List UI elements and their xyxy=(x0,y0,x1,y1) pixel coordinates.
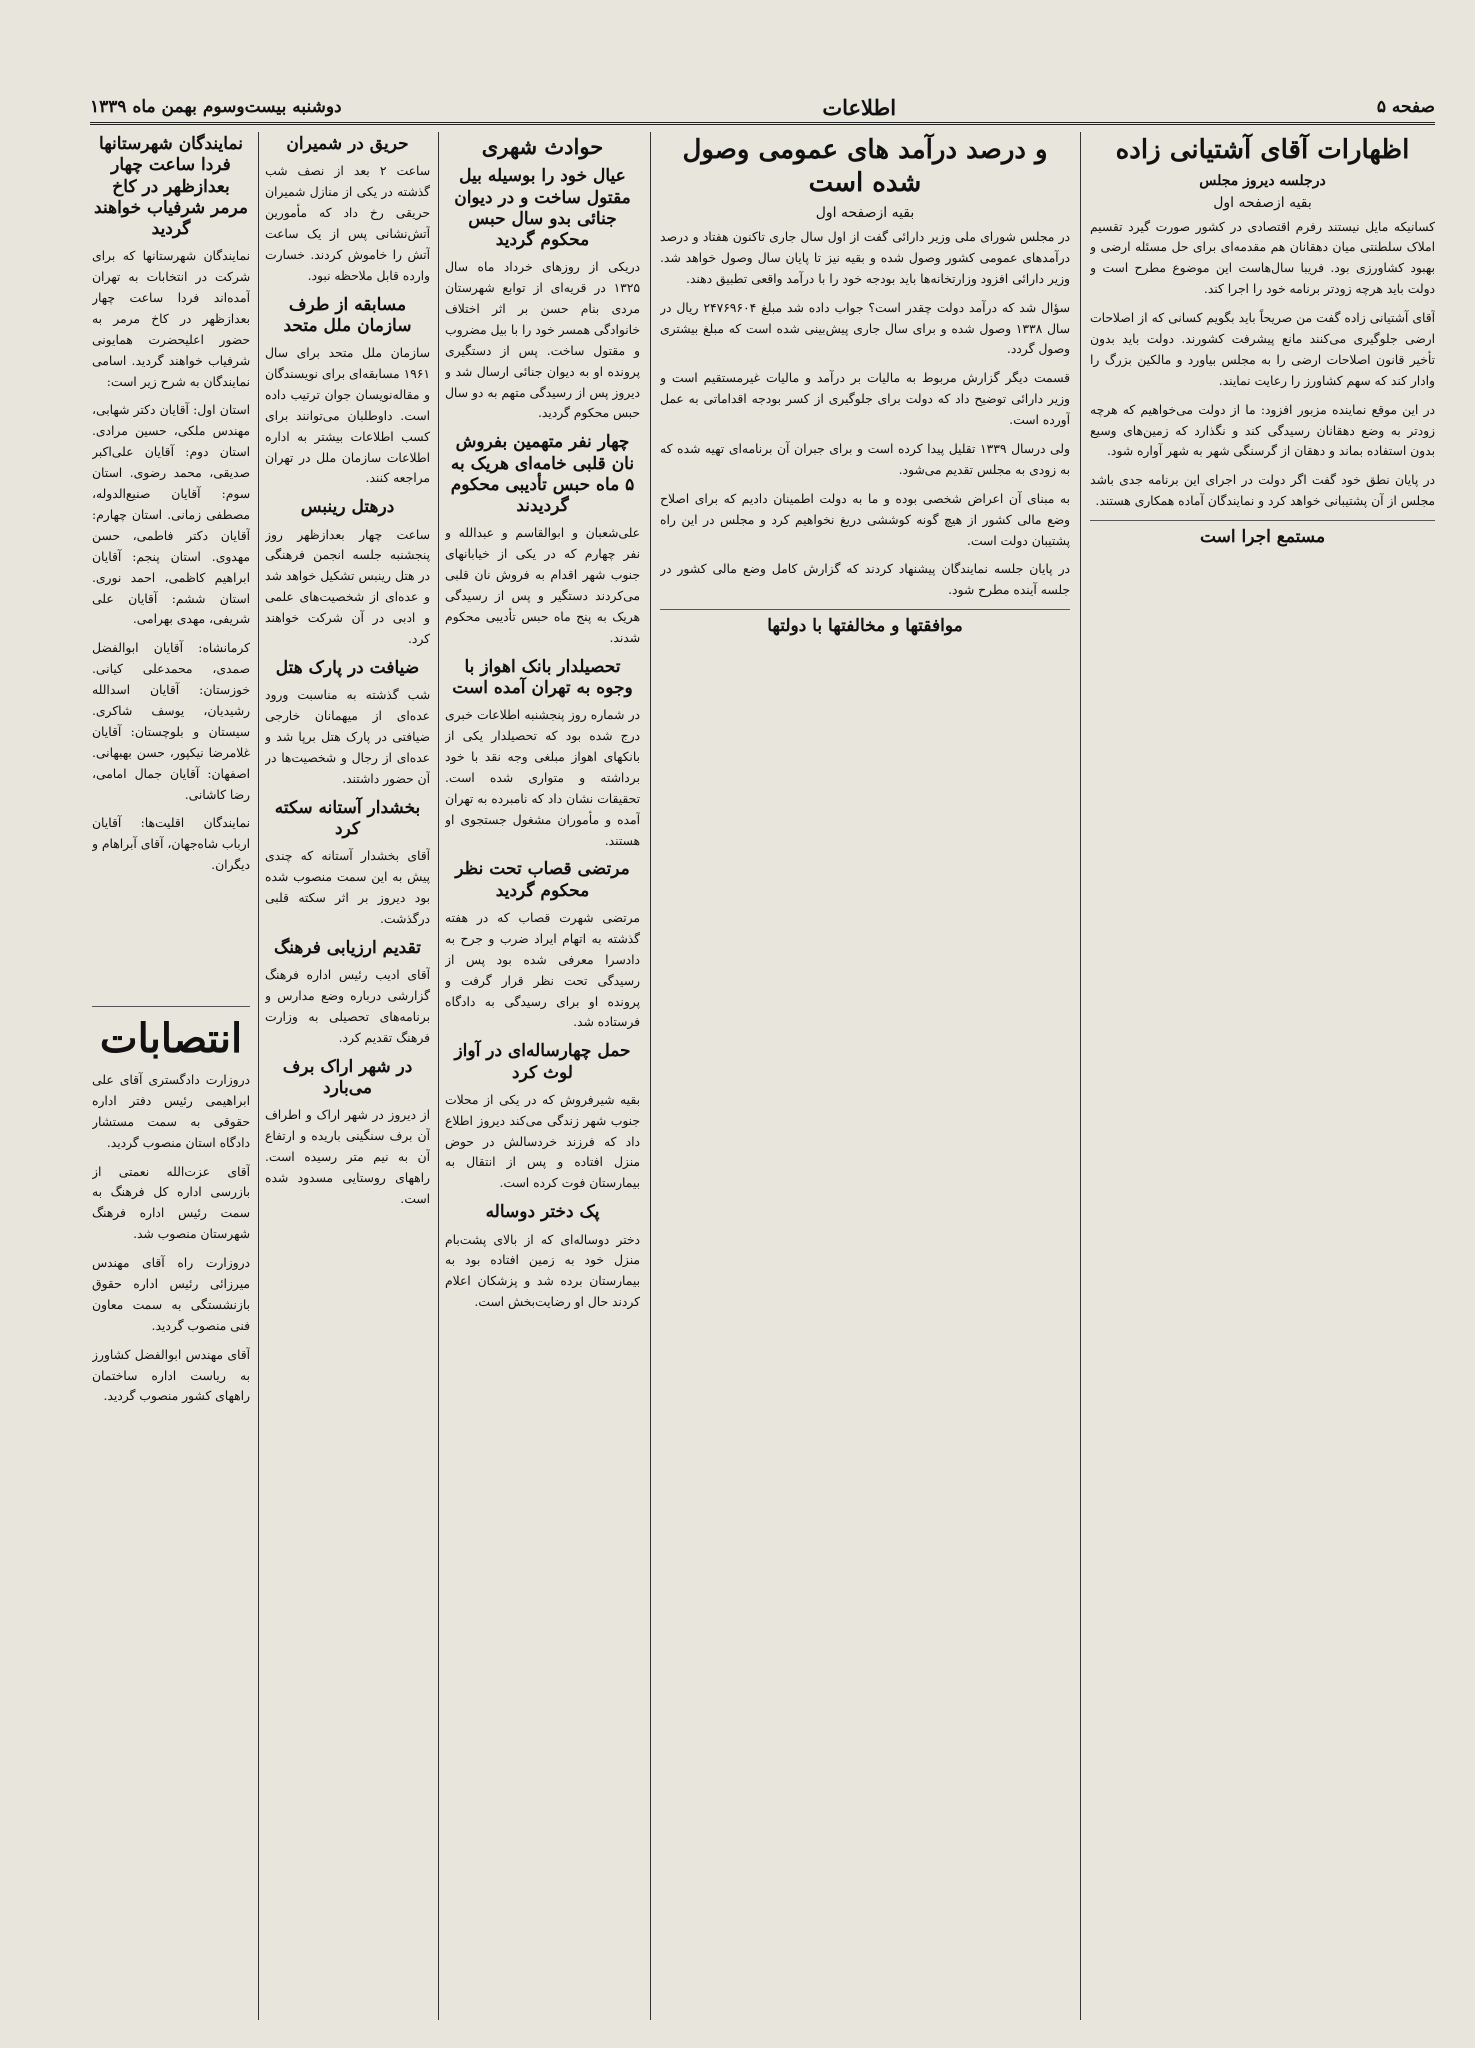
footer-line: موافقتها و مخالفتها با دولتها xyxy=(767,616,963,637)
headline: درهتل رینبس xyxy=(300,497,395,518)
column-6 xyxy=(92,1000,250,2020)
paragraph: آقای بخشدار آستانه که چندی پیش به این سمت منصوب شده بود دیروز بر اثر سکته قلبی درگذشت. xyxy=(265,849,430,926)
headline: مرتضی قصاب تحت نظر محکوم گردید xyxy=(455,859,630,901)
column-rule xyxy=(258,132,259,2020)
section-title: حوادث شهری xyxy=(481,134,604,159)
headline: حمل چهارساله‌ای در آواز لوث کرد xyxy=(454,1041,631,1083)
paragraph: آقای ادیب رئیس اداره فرهنگ گزارشی درباره وضع مدارس و برنامه‌های تحصیلی به وزارت فرهنگ تقدیم کرد. xyxy=(265,967,430,1045)
paragraph: بقیه شیرفروش که در یکی از محلات جنوب شهر زندگی می‌کند دیروز اطلاع داد که فرزند خردسالش در حوض منزل افتاده و پس از انتقال به بیمارستان فوت کرده است. xyxy=(445,1092,640,1191)
divider xyxy=(660,609,1070,610)
paragraph: ولی درسال ۱۳۳۹ تقلیل پیدا کرده است و برای جبران آن برنامه‌ای تهیه شده که به زودی به مجلس تقدیم می‌شود. xyxy=(660,442,1070,477)
column-4 xyxy=(265,132,430,2020)
divider xyxy=(1090,520,1435,521)
paragraph: در پایان جلسه نمایندگان پیشنهاد کردند که گزارش کامل وضع مالی کشور در جلسه آینده مطرح شود. xyxy=(660,562,1070,598)
paragraph: در مجلس شورای ملی وزیر دارائی گفت از اول سال جاری تاکنون هفتاد و درصد درآمدهای عمومی کشور وصول شده و بقیه نیز تا پایان سال وصول خواهد شد. وزیر دارائی افزود وزارتخانه‌ها باید بودجه خود را با درآمد واقعی تطبیق دهند. xyxy=(660,230,1070,286)
footer-line: مستمع اجرا است xyxy=(1199,527,1326,548)
paragraph: مرتضی شهرت قصاب که در هفته گذشته به اتهام ایراد ضرب و جرح به دادسرا معرفی شده بود پس از رسیدگی تحت نظر قرار گرفت و پرونده او برای رسیدگی به دادگاه فرستاده شد. xyxy=(445,910,640,1030)
paragraph: علی‌شعبان و ابوالقاسم و عبدالله و نفر چهارم که در یکی از خیابانهای جنوب شهر اقدام به فروش نان قلبی می‌کردند دستگیر و پس از رسیدگی هریک به پنج ماه حبس تأدیبی محکوم شدند. xyxy=(445,526,640,645)
headline: بخشدار آستانه سکته کرد xyxy=(274,797,421,839)
headline: اظهارات آقای آشتیانی زاده xyxy=(1115,135,1410,165)
paragraph: به مبنای آن اعراض شخصی بوده و ما به دولت اطمینان دادیم که برای اصلاح وضع مالی کشور از هیچ گونه کوششی دریغ نخواهیم کرد و مجلس در این راه پشتیبان دولت است. xyxy=(660,491,1070,548)
column-rule xyxy=(1080,132,1081,2020)
paragraph: ساعت ۲ بعد از نصف شب گذشته در یکی از منازل شمیران حریقی رخ داد که مأمورین آتش‌نشانی پس از یک ساعت آتش را خاموش کردند. خسارت وارده قابل ملاحظه نبود. xyxy=(265,164,430,283)
headline: ضیافت در پارک هتل xyxy=(275,657,420,678)
paragraph: آقای مهندس ابوالفضل کشاورز به ریاست اداره ساختمان راههای کشور منصوب گردید. xyxy=(92,1347,250,1404)
paragraph: آقای عزت‌الله نعمتی از بازرسی اداره کل فرهنگ به سمت رئیس اداره فرهنگ شهرستان منصوب شد. xyxy=(92,1164,250,1242)
headline: در شهر اراک برف می‌بارد xyxy=(282,1056,413,1098)
column-rule xyxy=(438,132,439,2020)
column-1 xyxy=(1090,132,1435,2020)
paragraph: دریکی از روزهای خرداد ماه سال ۱۳۲۵ در قریه‌ای از توابع شهرستان مردی بنام حسن بر اثر اختلاف خانوادگی همسر خود را با بیل مضروب و مقتول ساخت. پس از دستگیری پرونده او به دیوان جنائی ارسال شد و دیروز پس از رسیدگی متهم به دو سال حبس محکوم گردید. xyxy=(445,260,640,421)
paragraph: آقای آشتیانی زاده گفت من صریحاً باید بگویم کسانی که از اصلاحات ارضی جلوگیری می‌کنند مانع پیشرفت کشورند. دولت باید بدون تأخیر قانون اصلاحات ارضی را به مجلس بیاورد و مالکین بزرگ را وادار کند که سهم کشاورز را رعایت نمایند. xyxy=(1090,311,1435,388)
divider xyxy=(92,1006,250,1007)
paragraph: در این موقع نماینده مزبور افزود: ما از دولت می‌خواهیم که هرچه زودتر به وضع دهقانان رسیدگی کند و نگذارد که زمین‌های وسیع بدون استفاده بماند و دهقان از گرسنگی شهر به شهر آواره شود. xyxy=(1090,402,1435,459)
headline: مسابقه از طرف سازمان ملل متحد xyxy=(283,294,412,336)
paragraph: نمایندگان اقلیت‌ها: آقایان ارباب شاه‌جهان، آقای آبراهام و دیگران. xyxy=(92,816,250,873)
paragraph: دروزارت راه آقای مهندس میرزائی رئیس اداره حقوق بازنشستگی به سمت معاون فنی منصوب گردید. xyxy=(92,1256,250,1333)
headline: نمایندگان شهرستانها فردا ساعت چهار بعدازظهر در کاخ مرمر شرفیاب خواهند گردید xyxy=(94,134,248,239)
paragraph: نمایندگان شهرستانها که برای شرکت در انتخابات به تهران آمده‌اند فردا ساعت چهار بعدازظهر در کاخ مرمر به حضور اعلیحضرت همایونی شرفیاب خواهند گردید. اسامی نمایندگان به شرح زیر است: xyxy=(92,249,250,389)
section-title: انتصابات xyxy=(99,1015,243,1062)
paragraph: دختر دوساله‌ای که از بالای پشت‌بام منزل خود به زمین افتاده بود به بیمارستان برده شد و پزشکان اعلام کردند حال او رضایت‌بخش است. xyxy=(445,1232,640,1310)
column-3 xyxy=(445,132,640,2020)
paragraph: کرمانشاه: آقایان ابوالفضل صمدی، محمدعلی کیانی. خوزستان: آقایان اسدالله رشیدیان، یوسف شاکری. سیستان و بلوچستان: آقایان غلامرضا نیکپور، حسن بهبهانی. اصفهان: آقایان جمال امامی، رضا کاشانی. xyxy=(92,641,250,802)
paragraph: قسمت دیگر گزارش مربوط به مالیات بر درآمد و مالیات غیرمستقیم است و وزیر دارائی توضیح داد که دولت برای جلوگیری از کسر بودجه اقداماتی به عمل آورده است. xyxy=(660,371,1070,428)
column-2 xyxy=(660,132,1070,2020)
issue-date: دوشنبه بیست‌وسوم بهمن ماه ۱۳۳۹ xyxy=(90,97,342,117)
newspaper-name: اطلاعات xyxy=(822,94,897,120)
subheadline: درجلسه دیروز مجلس xyxy=(1199,172,1326,189)
paragraph: دروزارت دادگستری آقای علی ابراهیمی رئیس دفتر اداره حقوقی به سمت مستشار دادگاه استان منصوب گردید. xyxy=(92,1073,250,1150)
paragraph: استان اول: آقایان دکتر شهابی، مهندس ملکی، حسین مرادی. استان دوم: آقایان علی‌اکبر صدیقی، محمد رضوی. استان سوم: آقایان صنیع‌الدوله، مصطفی زمانی. استان چهارم: آقایان دکتر فاطمی، حسن مهدوی. استان پنجم: آقایان ابراهیم کاظمی، احمد نوری. استان ششم: آقایان علی شریفی، مهدی بهرامی. xyxy=(92,403,250,627)
paragraph: در پایان نطق خود گفت اگر دولت در اجرای این برنامه جدی باشد مجلس از آن پشتیبانی خواهد کرد و نمایندگان آماده همکاری هستند. xyxy=(1090,473,1435,509)
column-rule xyxy=(650,132,651,2020)
column-5 xyxy=(92,132,250,968)
headline: تحصیلدار بانک اهواز با وجوه به تهران آمده است xyxy=(452,656,633,698)
paragraph: در شماره روز پنجشنبه اطلاعات خبری درج شده بود که تحصیلدار یکی از بانکهای اهواز مبلغی وجه نقد با خود برداشته و متواری شده است. تحقیقات نشان داد که نامبرده به تهران آمده و مأموران مشغول جستجوی او هستند. xyxy=(445,708,640,848)
headline: حریق در شمیران xyxy=(286,134,409,154)
headline: تقدیم ارزیابی فرهنگ xyxy=(274,937,421,958)
continued-note: بقیه ازصفحه اول xyxy=(815,205,915,221)
paragraph: سؤال شد که درآمد دولت چقدر است؟ جواب داده شد مبلغ ۲۴۷۶۹۶۰۴ ریال در سال ۱۳۳۸ وصول شده و برای سال جاری پیش‌بینی شده است که مبلغ بیشتری وصول گردد. xyxy=(660,300,1070,357)
paragraph: شب گذشته به مناسبت ورود عده‌ای از میهمانان خارجی ضیافتی در پارک هتل برپا شد و عده‌ای از رجال و شخصیت‌ها در آن حضور داشتند. xyxy=(265,688,430,786)
paragraph: از دیروز در شهر اراک و اطراف آن برف سنگینی باریده و ارتفاع آن به نیم متر رسیده است. راههای روستایی مسدود شده است. xyxy=(265,1108,430,1206)
paragraph: سازمان ملل متحد برای سال ۱۹۶۱ مسابقه‌ای برای نویسندگان و مقاله‌نویسان جوان ترتیب داده است. داوطلبان می‌توانند برای کسب اطلاعات بیشتر به اداره اطلاعات سازمان ملل در تهران مراجعه کنند. xyxy=(265,346,430,486)
headline: و درصد درآمد های عمومی وصول شده است xyxy=(682,135,1048,198)
masthead xyxy=(90,92,1435,125)
headline: عیال خود را بوسیله بیل مقتول ساخت و در دیوان جنائی بدو سال حبس محکوم گردید xyxy=(454,166,631,250)
paragraph: ساعت چهار بعدازظهر روز پنجشنبه جلسه انجمن فرهنگی در هتل رینبس تشکیل خواهد شد و عده‌ای از شخصیت‌های علمی و ادبی در آن شرکت خواهند کرد. xyxy=(265,527,430,647)
paragraph: کسانیکه مایل نیستند رفرم اقتصادی در کشور صورت گیرد تقسیم املاک سلطنتی میان دهقانان هم مقدمه‌ای برای حل مسئله ارضی و بهبود کشاورزی بود. فریبا سال‌هاست این موضوع مطرح است و دولت باید هرچه زودتر برنامه خود را اجرا کند. xyxy=(1090,219,1435,297)
page-number: صفحه ۵ xyxy=(1376,97,1435,117)
headline: پک دختر دوساله xyxy=(485,1202,600,1223)
headline: چهار نفر متهمین بفروش نان قلبی خامه‌ای هریک به ۵ ماه حبس تأدیبی محکوم گردیدند xyxy=(450,432,635,517)
continued-note: بقیه ازصفحه اول xyxy=(1213,194,1312,211)
